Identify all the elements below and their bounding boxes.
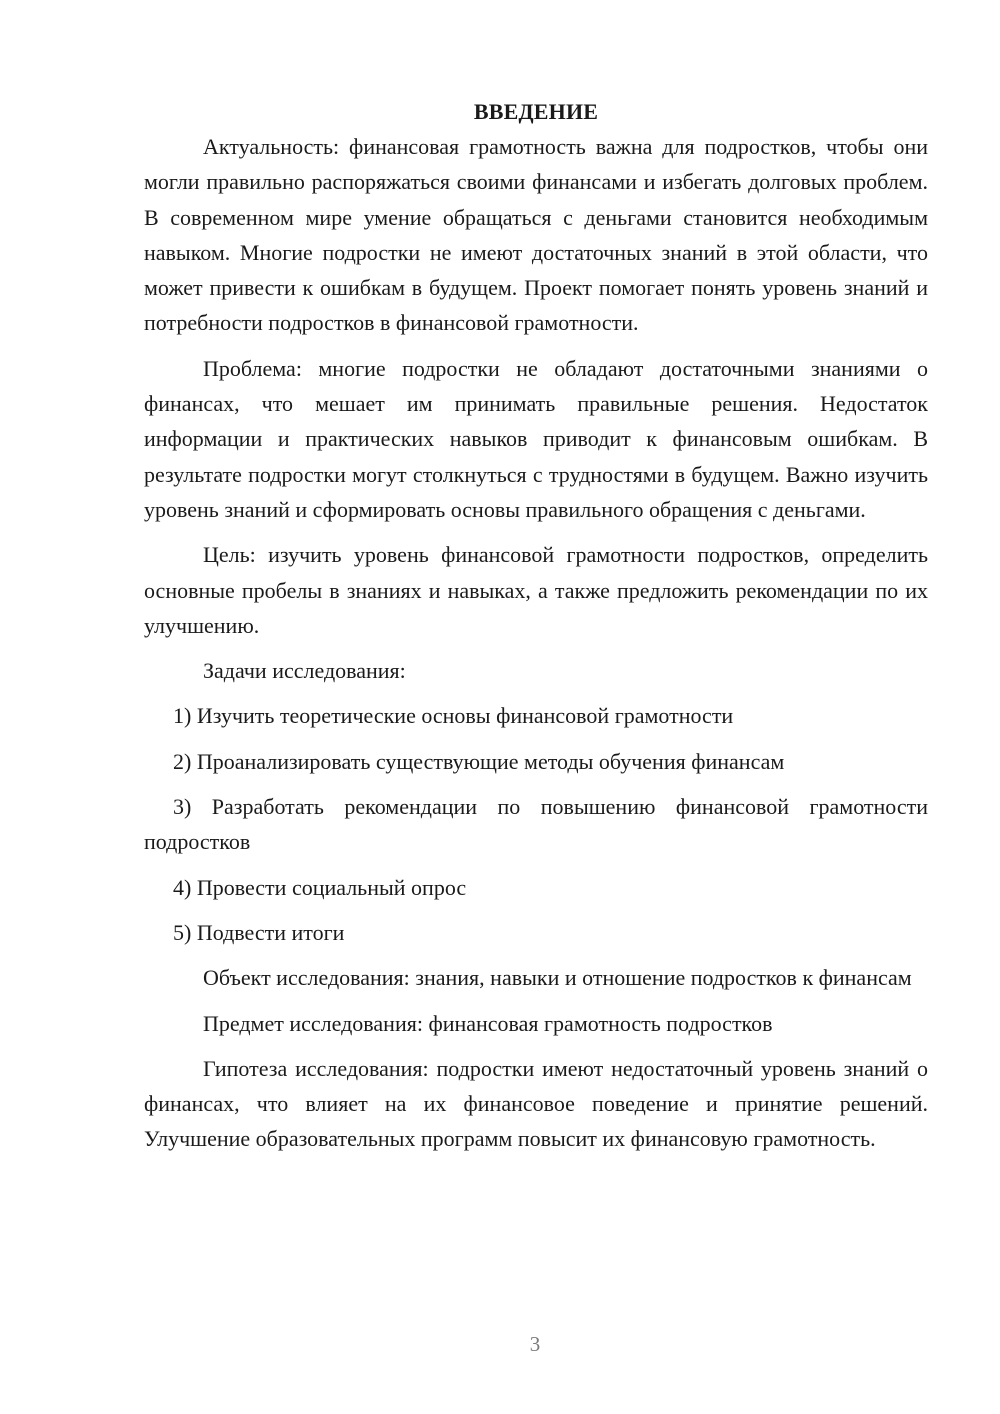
task-item-1: 1) Изучить теоретические основы финансовой грамотности [173, 703, 734, 729]
relevance-paragraph: Актуальность: финансовая грамотность важна для подростков, чтобы они могли правильно распоряжаться своими финансами и избегать долговых проблем. В современном мире умение обращаться с деньгами становится необходимым навыком. Многие подростки не имеют достаточных знаний в этой области, что может привести к ошибкам в будущем. Проект помогает понять уровень знаний и потребности подростков в финансовой грамотности. [144, 134, 928, 336]
object-paragraph: Объект исследования: знания, навыки и отношение подростков к финансам [203, 965, 912, 991]
hypothesis-paragraph: Гипотеза исследования: подростки имеют недостаточный уровень знаний о финансах, что влияет на их финансовое поведение и принятие решений. Улучшение образовательных программ повысит их финансовую грамотность. [144, 1055, 928, 1152]
tasks-heading: Задачи исследования: [203, 658, 406, 684]
task-item-4: 4) Провести социальный опрос [173, 874, 467, 900]
page-number: 3 [529, 1332, 541, 1356]
goal-paragraph: Цель: изучить уровень финансовой грамотности подростков, определить основные пробелы в знаниях и навыках, а также предложить рекомендации по их улучшению. [144, 542, 928, 638]
task-item-5: 5) Подвести итоги [173, 919, 345, 945]
task-item-2: 2) Проанализировать существующие методы обучения финансам [173, 748, 785, 774]
task-item-3: 3) Разработать рекомендации по повышению финансовой грамотности подростков [144, 794, 928, 855]
document-page [144, 94, 928, 1167]
subject-paragraph: Предмет исследования: финансовая грамотность подростков [203, 1010, 773, 1036]
section-title: ВВЕДЕНИЕ [473, 99, 599, 124]
problem-paragraph: Проблема: многие подростки не обладают достаточными знаниями о финансах, что мешает им принимать правильные решения. Недостаток информации и практических навыков приводит к финансовым ошибкам. В результате подростки могут столкнуться с трудностями в будущем. Важно изучить уровень знаний и сформировать основы правильного обращения с деньгами. [144, 355, 928, 522]
